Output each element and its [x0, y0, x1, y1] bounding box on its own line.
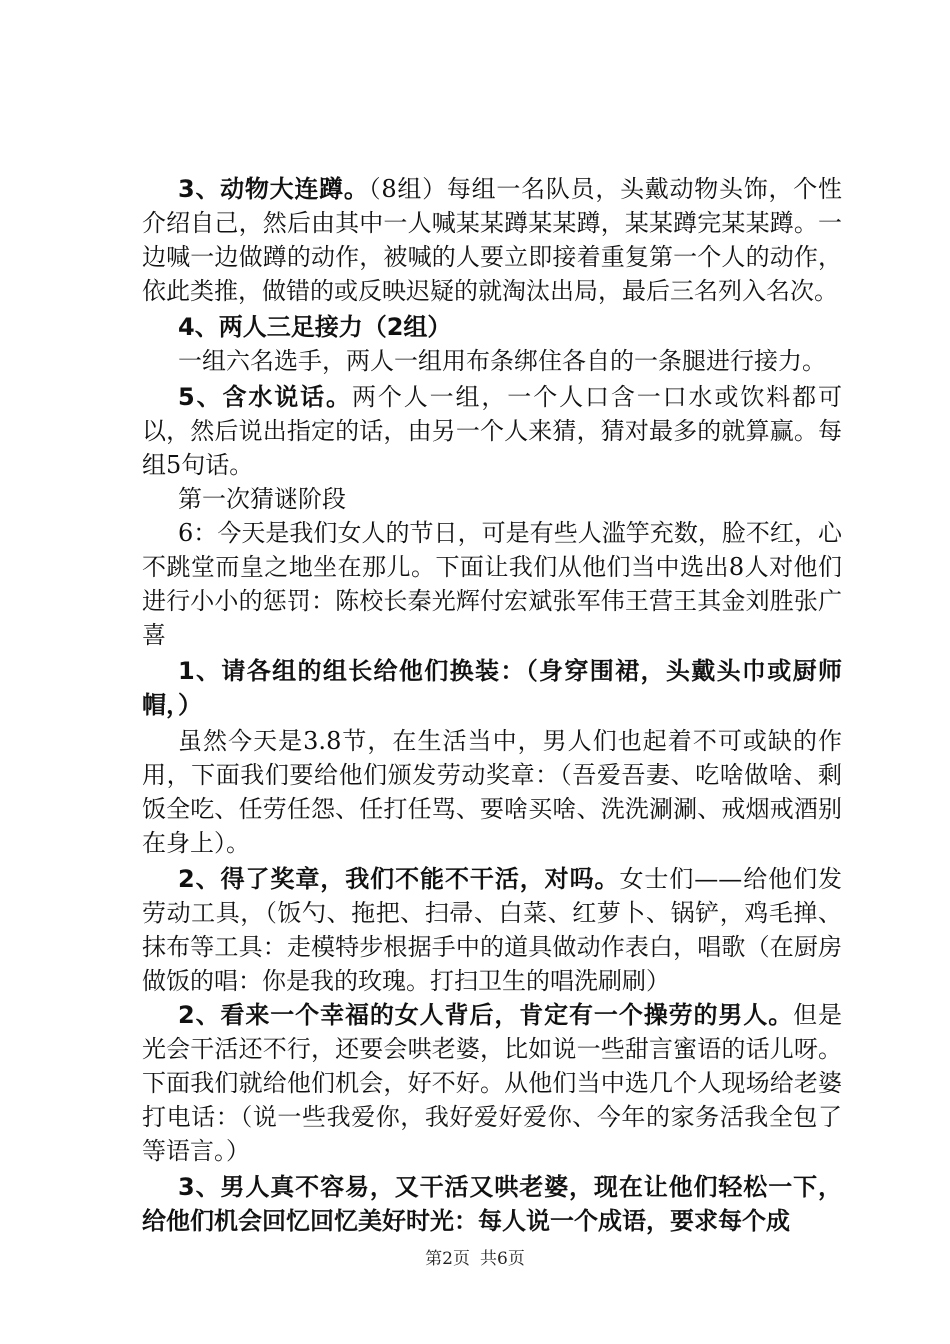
paragraph-medals: 虽然今天是3.8节，在生活当中，男人们也起着不可或缺的作用，下面我们要给他们颁发劳动奖章：（吾爱吾妻、吃啥做啥、剩饭全吃、任劳任怨、任打任骂、要啥买啥、洗洗涮涮、戒烟戒酒别在身上）。	[142, 727, 842, 857]
paragraph-idioms: 3、男人真不容易，又干活又哄老婆，现在让他们轻松一下，给他们机会回忆回忆美好时光：每人说一个成语，要求每个成	[142, 1173, 842, 1235]
page-footer	[0, 1244, 950, 1269]
paragraph-phone-call	[142, 998, 842, 1168]
page-number: 第2页	[425, 1249, 470, 1269]
paragraph-penalty: 6：今天是我们女人的节日，可是有些人滥竽充数，脸不红，心不跳堂而皇之地坐在那儿。下面让我们从他们当中选出8人对他们进行小小的惩罚：陈校长秦光辉付宏斌张军伟王营王其金刘胜张广喜	[142, 519, 842, 649]
paragraph-text: （8组）每组一名队员，头戴动物头饰，个性介绍自己，然后由其中一人喊某某蹲某某蹲，某某蹲完某某蹲。一边喊一边做蹲的动作，被喊的人要立即接着重复第一个人的动作，依此类推，做错的或反映迟疑的就淘汰出局，最后三名列入名次。	[142, 175, 842, 305]
page-total: 共6页	[480, 1249, 525, 1269]
paragraph-heading: 2、看来一个幸福的女人背后，肯定有一个操劳的男人。	[178, 1001, 794, 1029]
paragraph-heading: 5、含水说话。	[178, 383, 352, 411]
paragraph-text: 但是光会干活还不行，还要会哄老婆，比如说一些甜言蜜语的话儿呀。下面我们就给他们机会，好不好。从他们当中选几个人现场给老婆打电话：（说一些我爱你，我好爱好爱你、今年的家务活我全包了等语言。）	[142, 1001, 843, 1165]
section-label-riddle: 第一次猜谜阶段	[178, 485, 346, 513]
paragraph-three-legged-relay: 4、两人三足接力（2组）	[178, 313, 452, 341]
paragraph-relay-rules: 一组六名选手，两人一组用布条绑住各自的一条腿进行接力。	[178, 347, 826, 375]
paragraph-tools	[142, 862, 842, 998]
paragraph-water-talk	[142, 380, 842, 482]
paragraph-text: 两个人一组，一个人口含一口水或饮料都可以，然后说出指定的话，由另一个人来猜，猜对最多的就算赢。每组5句话。	[142, 383, 843, 479]
paragraph-animal-squat	[142, 172, 842, 308]
paragraph-heading: 3、动物大连蹲。	[178, 175, 369, 203]
paragraph-text: 女士们——给他们发劳动工具，（饭勺、拖把、扫帚、白菜、红萝卜、锅铲，鸡毛掸、抹布等工具：走模特步根据手中的道具做动作表白，唱歌（在厨房做饭的唱：你是我的玫瑰。打扫卫生的唱洗刷刷）	[142, 865, 843, 995]
paragraph-heading: 2、得了奖章，我们不能不干活，对吗。	[178, 865, 620, 893]
document-body	[142, 172, 842, 1238]
paragraph-costume: 1、请各组的组长给他们换装：（身穿围裙，头戴头巾或厨师帽，）	[142, 657, 842, 719]
